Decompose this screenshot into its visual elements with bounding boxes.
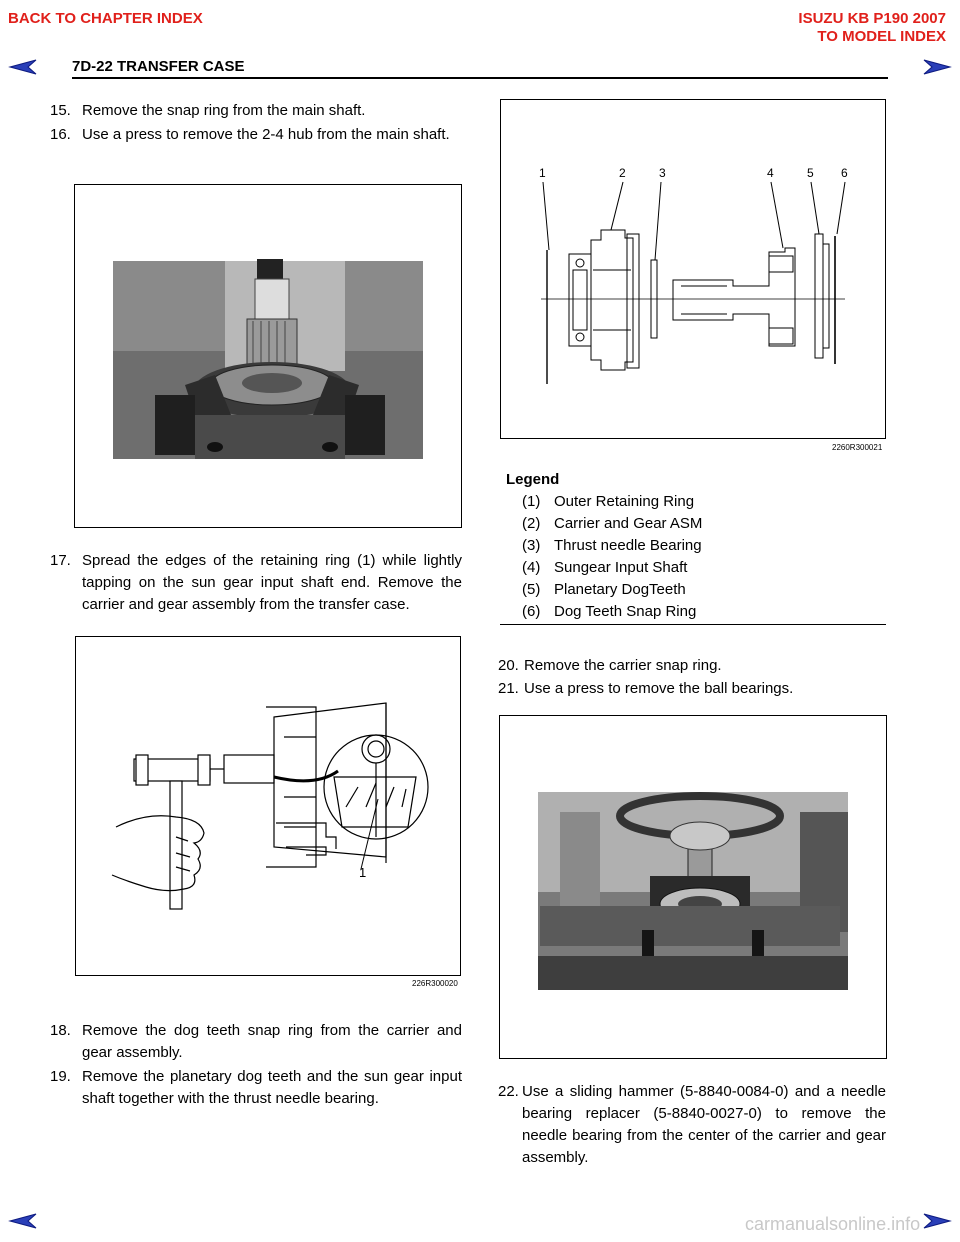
step-text: Spread the edges of the retaining ring (1) while lightly tapping on the sun gear input shaft end. Remove the carrier and gear assembly from the transfer case. <box>82 552 462 613</box>
step-21 <box>498 678 886 700</box>
legend-label: Carrier and Gear ASM <box>554 515 703 532</box>
step-number: 17. <box>50 552 71 569</box>
back-to-chapter-link[interactable]: BACK TO CHAPTER INDEX <box>8 10 203 27</box>
step-16 <box>50 124 462 168</box>
fig3-callout-4: 4 <box>767 166 774 180</box>
prev-page-arrow-icon[interactable] <box>8 58 38 76</box>
legend-label: Outer Retaining Ring <box>554 493 695 510</box>
step-number: 22. <box>498 1083 519 1100</box>
legend-num: (2) <box>522 515 541 532</box>
step-text: Remove the snap ring from the main shaft. <box>82 102 366 119</box>
fig3-callout-3: 3 <box>659 166 666 180</box>
step-number: 16. <box>50 126 71 143</box>
figure-exploded-carrier <box>500 99 886 439</box>
step-number: 18. <box>50 1022 71 1039</box>
legend-label: Dog Teeth Snap Ring <box>554 603 697 620</box>
step-text: Remove the planetary dog teeth and the sun gear input shaft together with the thrust needle bearing. <box>82 1068 462 1107</box>
hub-press-photo-image <box>75 185 461 527</box>
fig3-code: 2260R300021 <box>832 443 883 452</box>
step-text: Remove the carrier snap ring. <box>524 657 722 674</box>
step-text: Use a press to remove the ball bearings. <box>524 680 794 697</box>
step-number: 21. <box>498 680 519 697</box>
step-18 <box>50 1020 462 1064</box>
step-17 <box>50 550 462 616</box>
hammer-drawing <box>76 637 460 975</box>
legend-num: (6) <box>522 603 541 620</box>
step-number: 20. <box>498 657 519 674</box>
prev-page-arrow-icon[interactable] <box>8 1212 38 1230</box>
legend-title: Legend <box>506 471 560 488</box>
header-rule <box>72 77 888 79</box>
legend-num: (5) <box>522 581 541 598</box>
fig2-callout-1: 1 <box>359 865 367 880</box>
next-page-arrow-icon[interactable] <box>922 58 952 76</box>
legend-num: (1) <box>522 493 541 510</box>
legend-label: Planetary DogTeeth <box>554 581 686 598</box>
legend-label: Sungear Input Shaft <box>554 559 688 576</box>
step-text: Use a press to remove the 2-4 hub from the main shaft. <box>82 126 450 143</box>
section-title: 7D-22 TRANSFER CASE <box>72 58 245 75</box>
to-model-index-link[interactable]: TO MODEL INDEX <box>817 28 946 45</box>
step-text: Use a sliding hammer (5-8840-0084-0) and a needle bearing replacer (5-8840-0027-0) to remove the needle bearing from the center of the carrier and gear assembly. <box>522 1083 886 1166</box>
step-text: Remove the dog teeth snap ring from the carrier and gear assembly. <box>82 1022 462 1061</box>
footer-watermark: carmanualsonline.info <box>745 1214 921 1234</box>
step-number: 15. <box>50 102 71 119</box>
fig3-callout-5: 5 <box>807 166 814 180</box>
fig3-callout-6: 6 <box>841 166 848 180</box>
legend-num: (3) <box>522 537 541 554</box>
step-20 <box>498 655 886 677</box>
fig2-code: 226R300020 <box>412 979 458 988</box>
exploded-view-drawing <box>501 100 885 438</box>
fig3-callout-1: 1 <box>539 166 546 180</box>
legend-num: (4) <box>522 559 541 576</box>
step-15 <box>50 100 462 122</box>
figure-hammer-retaining-ring <box>75 636 461 976</box>
figure-ball-bearing-press-photo <box>499 715 887 1059</box>
bearing-press-photo-image <box>500 716 886 1058</box>
step-19 <box>50 1066 462 1110</box>
next-page-arrow-icon[interactable] <box>922 1212 952 1230</box>
figure-hub-press-photo <box>74 184 462 528</box>
step-22 <box>498 1081 886 1169</box>
legend-rule <box>500 624 886 625</box>
step-number: 19. <box>50 1068 71 1085</box>
model-title-link[interactable]: ISUZU KB P190 2007 <box>798 10 946 27</box>
fig3-callout-2: 2 <box>619 166 626 180</box>
legend-label: Thrust needle Bearing <box>554 537 702 554</box>
